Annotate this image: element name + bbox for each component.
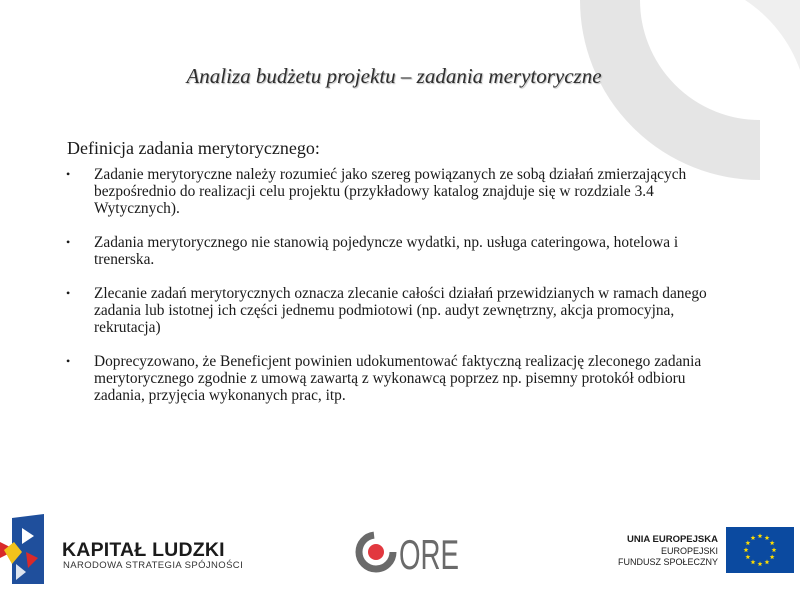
- kapital-ludzki-logo-icon: [0, 512, 52, 588]
- bullet-text: Zadanie merytoryczne należy rozumieć jako szereg powiązanych ze sobą działań zmierzających bezpośrednio do realizacji celu projektu (przykładowy katalog znajduje się w rozdziale 3.4 Wytycznych).: [94, 166, 687, 217]
- bullet-item: [60, 285, 730, 336]
- bullet-item: [60, 166, 730, 217]
- bullet-item: [60, 234, 730, 268]
- ore-logo-icon: [354, 528, 464, 576]
- eu-union-label: UNIA EUROPEJSKA: [627, 534, 718, 545]
- eu-text-block: [560, 533, 718, 568]
- bullet-dot: •: [66, 235, 71, 249]
- bullet-text: Zadania merytorycznego nie stanowią pojedyncze wydatki, np. usługa cateringowa, hotelowa i trenerska.: [94, 234, 679, 268]
- bullet-item: [60, 353, 730, 404]
- bullet-text: Doprecyzowano, że Beneficjent powinien udokumentować faktyczną realizację zleconego zadania merytorycznego zgodnie z umową zawartą z wykonawcą poprzez np. pisemny protokół odbioru zadania, przyjęcia wykonanych prac, itp.: [94, 353, 702, 404]
- bullet-dot: •: [66, 167, 71, 181]
- eu-fund-line1: EUROPEJSKI: [660, 546, 718, 556]
- ore-logo-text: ORE: [399, 531, 459, 578]
- bullet-text: Zlecanie zadań merytorycznych oznacza zlecanie całości działań przewidzianych w ramach danego zadania lub istotnej ich części jednemu podmiotowi (np. audyt zewnętrzny, akcja promocyjna, rekrutacja): [94, 285, 707, 336]
- eu-flag-icon: [726, 527, 794, 573]
- bullet-dot: •: [66, 354, 71, 368]
- kapital-ludzki-name: KAPITAŁ LUDZKI: [62, 539, 225, 561]
- slide-title: Analiza budżetu projektu – zadania merytoryczne: [186, 64, 602, 88]
- kapital-ludzki-subtitle: NARODOWA STRATEGIA SPÓJNOŚCI: [63, 560, 244, 571]
- definition-heading: Definicja zadania merytorycznego:: [67, 138, 320, 158]
- eu-fund-line2: FUNDUSZ SPOŁECZNY: [617, 557, 718, 567]
- bullet-dot: •: [66, 286, 71, 300]
- bullet-list: [60, 166, 730, 421]
